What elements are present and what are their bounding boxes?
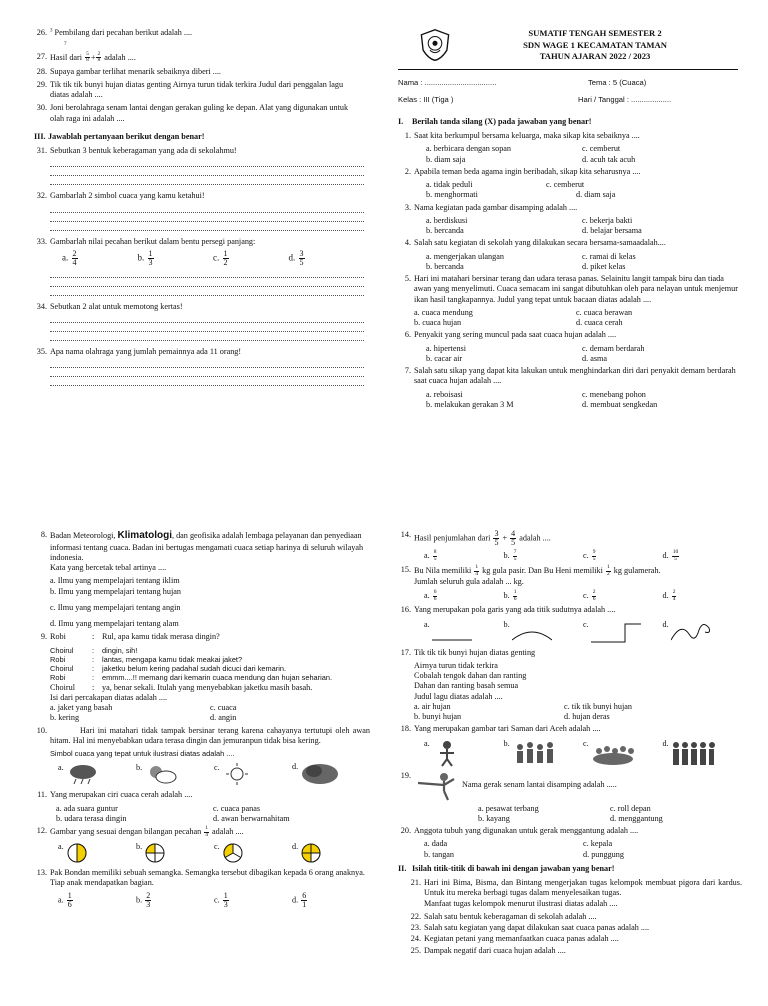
- options: a. mengerjakan ulangan c. ramai di kelas b. bercanda d. piket kelas: [426, 251, 636, 271]
- question-33: 33. Gambarlah nilai pecahan berikut dalam bentu persegi panjang:: [36, 236, 256, 246]
- question-7: 7. Salah satu sikap yang dapat kita lakukan untuk menghindarkan diri dari penyakit demam berdarah saat cuaca hujan adalah ....: [404, 366, 736, 386]
- option-d[interactable]: d.: [663, 620, 743, 644]
- rain-cloud-icon: [66, 763, 100, 785]
- identity-row-2: [398, 95, 738, 104]
- question-12: 12. Gambar yang sesuai dengan bilangan pecahan $\frac{1}{4}$ adalah ....: [36, 825, 244, 838]
- options: a. ada suara guntur c. cuaca panas b. udara terasa dingin d. awan berwarnahitam: [56, 803, 290, 823]
- dark-cloud-icon: [300, 762, 340, 786]
- options: a. $\frac{1}{6}$ b. $\frac{2}{3}$ c. $\frac{1}{3}$ d. $\frac{6}{1}$: [58, 890, 307, 909]
- exam-header: [398, 28, 738, 70]
- school-emblem-icon: [418, 28, 452, 62]
- question-35: 35. Apa nama olahraga yang jumlah pemainnya ada 11 orang!: [36, 347, 242, 356]
- option-a[interactable]: a.: [58, 763, 136, 785]
- dancer-icon: [432, 739, 462, 767]
- options: a. reboisasi c. menebang pohon b. melakukan gerakan 3 M d. membuat sengkedan: [426, 389, 658, 409]
- loop-line-icon: [671, 620, 711, 644]
- answer-line[interactable]: [50, 288, 364, 296]
- option-a[interactable]: a.: [424, 739, 504, 767]
- bottom-right-column: [398, 530, 742, 1000]
- section-1-heading: I. Berilah tanda silang (X) pada jawaban yang benar!: [398, 116, 592, 126]
- question-30: 30. Joni berolahraga senam lantai dengan gerakan guling ke depan. Alat yang digunakan untuk olah raga ini adalah ....: [36, 103, 349, 123]
- question-15: 15. Bu Nila memiliki $\frac{1}{4}$ kg gula pasir. Dan Bu Heni memiliki $\frac{1}{2}$ kg gulamerah. Jumlah seluruh gula adalah ... kg.: [400, 564, 661, 586]
- option-d[interactable]: d.: [663, 739, 743, 767]
- sun-icon: [222, 763, 252, 785]
- question-1: 1. Saat kita berkumpul bersama keluarga, maka sikap kita sebaiknya ....: [404, 131, 640, 140]
- sun-cloud-icon: [144, 763, 178, 785]
- option-c[interactable]: c.: [214, 763, 292, 785]
- line-pattern-options: [398, 620, 742, 644]
- dialogue: Choirul : dingin, sih! Robi : lantas, mengapa kamu tidak meakai jaket? Choirul : jaketku belum kering padahal sudah dicuci dari kemarin. Robi : emmm....!! memang dari kemarin cuaca mendung dan hujan seharian.: [50, 645, 333, 683]
- question-24: 24. Kegiatan petani yang memanfaatkan cuaca panas adalah ....: [410, 934, 619, 944]
- question-2: 2. Apabila teman beda agama ingin beribadah, sikap kita seharusnya ....: [404, 166, 641, 176]
- question-32: 32. Gambarlah 2 simbol cuaca yang kamu ketahui!: [36, 191, 205, 201]
- options: a. $\frac{6}{6}$ b. $\frac{1}{6}$ c. $\frac{2}{6}$ d. $\frac{2}{4}$: [424, 589, 676, 602]
- fraction-circle-options: [34, 842, 370, 864]
- question-6: 6. Penyakit yang sering muncul pada saat cuaca hujan adalah ....: [404, 330, 617, 340]
- class-label: Kelas : III (Tiga ): [398, 95, 454, 105]
- top-left-column: [34, 28, 364, 418]
- seated-dancers-icon: [591, 739, 635, 767]
- question-26: 26. $^3$ Pembilang dari pecahan berikut adalah .... 7: [36, 28, 193, 48]
- option-d[interactable]: d.: [292, 762, 370, 786]
- weather-options: [34, 762, 370, 786]
- question-8: 8. Badan Meteorologi, Klimatologi, dan geofisika adalah lembaga pelayanan dan penyediaan informasi tentang cuaca. Badan ini bertugas mengamati cuaca setiap harinya di seluruh wilayah indonesia. Kata yang bercetak tebal artinya ....: [40, 530, 364, 572]
- question-28: 28. Supaya gambar terlihat menarik sebaiknya diberi ....: [36, 66, 221, 76]
- section-2-heading: II. Isilah titik-titik di bawah ini dengan jawaban yang benar!: [398, 863, 615, 873]
- options: a. tidak peduli c. cemberut b. menghormati d. diam saja: [426, 180, 616, 200]
- question-29: 29. Tik tik tik bunyi hujan diatas genting Airnya turun tidak terkira Judul dari penggalan lagu diatas adalah ....: [36, 79, 344, 99]
- curved-line-icon: [512, 620, 552, 644]
- answer-line[interactable]: [50, 214, 364, 222]
- option-d[interactable]: d.: [292, 842, 370, 864]
- option-b[interactable]: b.: [136, 842, 214, 864]
- angled-line-icon: [591, 620, 641, 644]
- gymnast-icon: [414, 771, 458, 801]
- options: a. $\frac{8}{5}$ b. $\frac{7}{5}$ c. $\frac{9}{5}$ d. $\frac{10}{5}$: [424, 549, 679, 562]
- answer-line[interactable]: [50, 333, 364, 341]
- answer-line[interactable]: [50, 177, 364, 185]
- options: a. cuaca mendung c. cuaca berawan b. cuaca hujan d. cuaca cerah: [414, 307, 633, 327]
- options: a. air hujan c. tik tik bunyi hujan b. bunyi hujan d. hujan deras: [414, 701, 632, 721]
- top-right-column: [398, 28, 738, 448]
- question-10: 10. Hari ini matahari tidak tampak bersinar terang karena cahayanya tertutupi oleh awan hitam. Hal ini menyebabkan udara terasa dingin dan jemuranpun tidak bisa kering.: [36, 725, 370, 745]
- quarter-circle-icon: [144, 842, 166, 864]
- answer-line[interactable]: [50, 270, 364, 278]
- question-text: adalah ....: [104, 52, 136, 62]
- question-23: 23. Salah satu kegiatan yang dapat dilakukan saat cuaca panas adalah ....: [410, 923, 650, 932]
- option-b[interactable]: b.: [504, 739, 584, 767]
- identity-row-1: [398, 78, 738, 87]
- question-text: Isi dari percakapan diatas adalah ....: [50, 692, 168, 702]
- options: a. Ilmu yang mempelajari tentang iklim b. Ilmu yang mempelajari tentang hujan c. Ilmu yang mempelajari tentang angin d. Ilmu yang mempelajari tentang alam: [50, 576, 181, 628]
- question-18: 18. Yang merupakan gambar tari Saman dari Aceh adalah ....: [400, 724, 601, 734]
- header-text: SUMATIF TENGAH SEMESTER 2 SDN WAGE 1 KECAMATAN TAMAN TAHUN AJARAN 2022 / 2023: [523, 28, 667, 62]
- options: a. pesawat terbang c. roll depan b. kayang d. menggantung: [478, 803, 663, 823]
- bottom-left-column: [34, 530, 370, 1000]
- option-a[interactable]: a.: [58, 842, 136, 864]
- option-c[interactable]: c.: [214, 842, 292, 864]
- option-c[interactable]: c.: [583, 739, 663, 767]
- answer-line[interactable]: [50, 378, 364, 386]
- answer-line[interactable]: [50, 159, 364, 167]
- date-field[interactable]: Hari / Tanggal : ...................: [578, 95, 672, 105]
- options: a. jaket yang basah c. cuaca b. kering d. angin: [50, 703, 237, 723]
- answer-line[interactable]: [50, 279, 364, 287]
- options: a. berbicara dengan sopan c. cemberut b. diam saja d. acuh tak acuh: [426, 144, 636, 164]
- dance-options: [398, 739, 742, 767]
- option-c[interactable]: c.: [583, 620, 663, 644]
- song-lyrics: Airnya turun tidak terkira Cobalah tengok dahan dan ranting Dahan dan ranting basah semua Judul lagu diatas adalah ....: [414, 660, 527, 701]
- question-14: 14. Hasil penjumlahan dari $\frac{3}{5}$ + $\frac{4}{5}$ adalah ....: [400, 530, 551, 547]
- group-dancers-icon: [512, 739, 556, 767]
- third-circle-icon: [222, 842, 244, 864]
- option-b[interactable]: b.: [136, 763, 214, 785]
- question-text: Hasil dari: [50, 52, 83, 62]
- question-4: 4. Salah satu kegiatan di sekolah yang dilakukan secara bersama-samaadalah....: [404, 238, 666, 248]
- question-text: Simbol cuaca yang tepat untuk ilustrasi diatas adalah ....: [50, 749, 235, 758]
- question-34: 34. Sebutkan 2 alat untuk memotong kertas!: [36, 301, 183, 311]
- answer-line[interactable]: [50, 168, 364, 176]
- answer-line[interactable]: [50, 223, 364, 231]
- question-22: 22. Salah satu bentuk keberagaman di sekolah adalah ....: [410, 911, 597, 921]
- question-9: 9. Robi : Rul, apa kamu tidak merasa dingin?: [40, 632, 220, 642]
- half-circle-icon: [66, 842, 88, 864]
- question-27: 27. Hasil dari $\frac{5}{8}$ + $\frac{2}{8}$ adalah ....: [36, 50, 136, 63]
- question-25: 25. Dampak negatif dari cuaca hujan adalah ....: [410, 945, 566, 955]
- answer-line[interactable]: [50, 324, 364, 332]
- theme-label: Tema : 5 (Cuaca): [588, 77, 647, 87]
- question-31: 31. Sebutkan 3 bentuk keberagaman yang ada di sekolahmu!: [36, 146, 237, 155]
- straight-line-icon: [432, 620, 472, 644]
- dialogue-last: Choirul : ya, benar sekali. Itulah yang menyebabkan jaketku masih basah.: [50, 682, 313, 692]
- question-13: 13. Pak Bondan memiliki sebuah semangka. Semangka tersebut dibagikan kepada 6 orang anaknya. Tiap anak mendapatkan bagian.: [36, 868, 365, 888]
- options: a. dada c. kepala b. tangan d. punggung: [424, 839, 624, 859]
- saman-dancers-icon: [671, 739, 715, 767]
- option-b[interactable]: b.: [504, 620, 584, 644]
- question-3: 3. Nama kegiatan pada gambar disamping adalah ....: [404, 202, 578, 212]
- question-20: 20. Anggota tubuh yang digunakan untuk gerak menggantung adalah ....: [400, 826, 639, 835]
- option-a[interactable]: a.: [424, 620, 504, 644]
- options: a. berdiskusi c. bekerja bakti b. bercanda d. belajar bersama: [426, 215, 642, 235]
- question-19: 19. Nama gerak senam lantai disamping adalah .....: [398, 771, 742, 801]
- options: a. hipertensi c. demam berdarah b. cacar air d. asma: [426, 343, 645, 363]
- question-text: Pembilang dari pecahan berikut adalah ....: [54, 28, 193, 37]
- answer-line[interactable]: [50, 360, 364, 368]
- question-16: 16. Yang merupakan pola garis yang ada titik sudutnya adalah ....: [400, 605, 616, 615]
- answer-line[interactable]: [50, 369, 364, 377]
- question-11: 11. Yang merupakan ciri cuaca cerah adalah ....: [37, 790, 193, 800]
- section-3-heading: III. Jawablah pertanyaan berikut dengan benar!: [34, 131, 205, 141]
- name-field[interactable]: Nama : ..................................: [398, 77, 497, 87]
- fraction-options: a. $\frac{2}{4}$ b. $\frac{1}{3}$ c. $\frac{1}{2}$ d. $\frac{3}{5}$: [62, 248, 304, 267]
- question-17: 17. Tik tik tik bunyi hujan diatas genting: [400, 647, 536, 657]
- three-quarter-circle-icon: [300, 842, 322, 864]
- question-21: 21. Hari ini Bima, Bisma, dan Bintang mengerjakan tugas kelompok membuat pigora dari kardus. Untuk itu mereka berbagi tugas dalam menyelesaikan tugas. Manfaat tugas kelompok menurut ilustrasi diatas adalah ....: [410, 878, 742, 908]
- answer-line[interactable]: [50, 315, 364, 323]
- question-5: 5. Hari ini matahari bersinar terang dan udara terasa panas. Selainitu langit tampak biru dan tiada awan yang menyelimuti. Cuaca semacam ini sangat dibutuhkan oleh para nelayan untuk menjemur ikan hasil tangkapannya. Judul yang tepat untuk bacaan diatas adalah ....: [404, 274, 738, 304]
- answer-line[interactable]: [50, 205, 364, 213]
